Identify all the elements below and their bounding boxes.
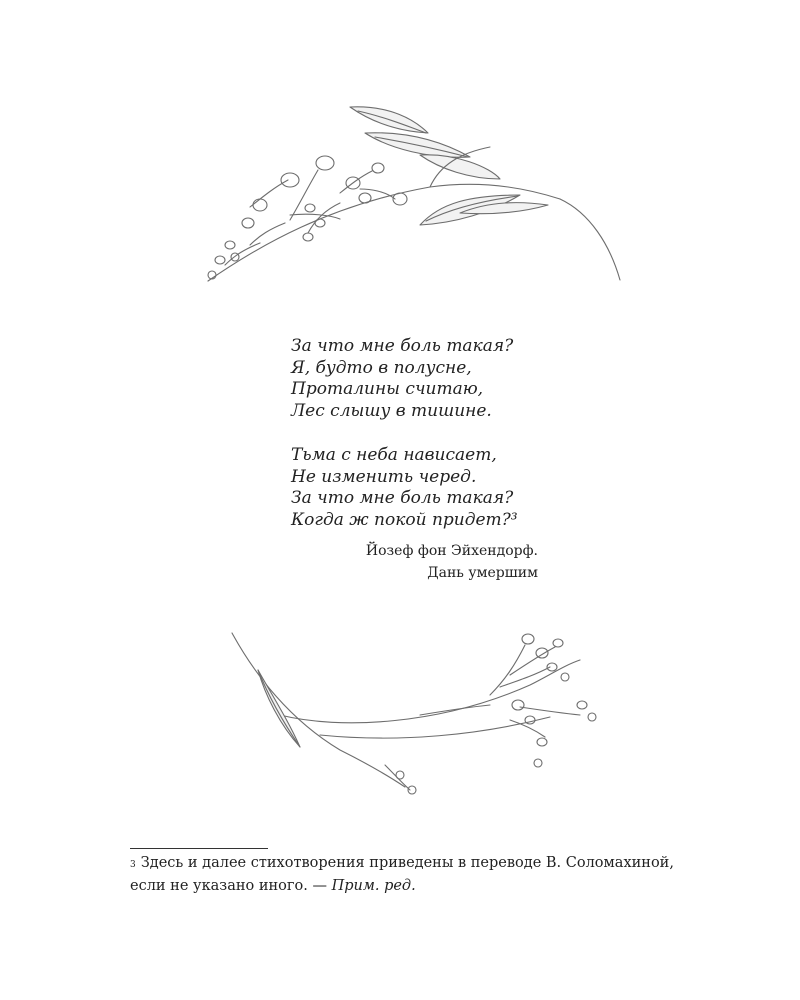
poem-stanza-2 (291, 445, 551, 531)
poem-line: Не изменить черед. (291, 466, 477, 487)
footnote-editor-note: Прим. ред. (331, 878, 416, 894)
attribution (291, 540, 538, 584)
attribution-author: Йозеф фон Эйхендорф. (365, 543, 538, 559)
poem-line: Проталины считаю, (291, 379, 484, 399)
poem (291, 336, 551, 554)
poem-line: Лес слышу в тишине. (291, 400, 492, 421)
poem-line: За что мне боль такая? (291, 336, 514, 356)
poem-stanza-1 (291, 336, 551, 422)
poem-line (291, 510, 551, 532)
footnote-text: Здесь и далее стихотворения приведены в переводе В. Соломахиной, если не указано иного. — (130, 855, 674, 894)
footnote-mark: 3 (130, 860, 136, 870)
poem-line: Тьма с неба нависает, (291, 445, 497, 465)
footnote-divider (130, 848, 268, 849)
footnote (130, 852, 710, 898)
floral-sprig-bottom (220, 625, 610, 800)
floral-sprig-top (190, 95, 640, 295)
poem-line-text: Когда ж покой придет? (291, 509, 511, 530)
attribution-title: Дань умершим (427, 565, 538, 581)
footnote-reference[interactable]: ³ (510, 509, 518, 530)
poem-line: За что мне боль такая? (291, 488, 514, 508)
poem-line: Я, будто в полусне, (291, 357, 472, 378)
